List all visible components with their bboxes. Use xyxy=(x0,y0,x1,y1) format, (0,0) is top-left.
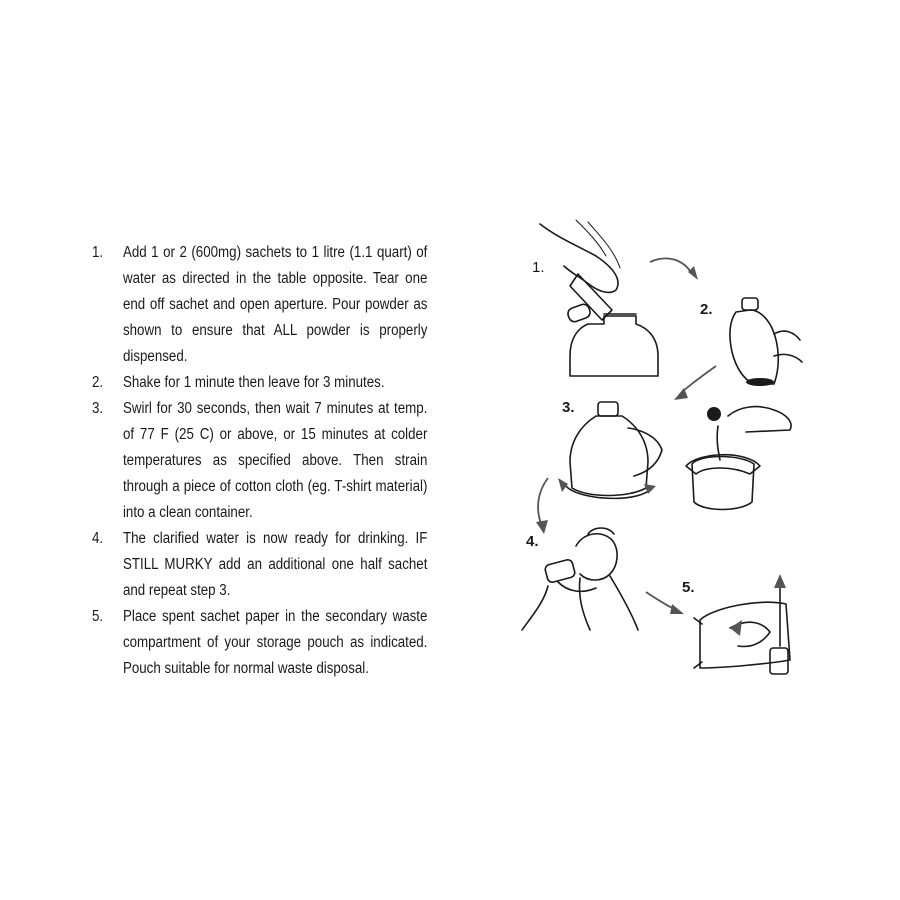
bottle-icon xyxy=(728,407,791,432)
step-text: Add 1 or 2 (600mg) sachets to 1 litre (1.1 quart) of water as directed in the table opposite. Tear one end off sachet and open aperture. Pour powder as shown to ensure that ALL powder is properly dispensed. xyxy=(122,244,428,365)
pouch-disposal-illustration xyxy=(682,574,790,674)
step-3-label: 3. xyxy=(562,399,575,416)
hand-icon xyxy=(540,224,618,292)
hand-icon xyxy=(628,428,662,476)
illustration-panel xyxy=(518,216,808,681)
step-5-label: 5. xyxy=(682,579,695,596)
instruction-step-2 xyxy=(92,370,427,396)
step-4-label: 4. xyxy=(526,533,539,550)
step-2-label: 2. xyxy=(700,301,713,318)
step-1-label: 1. xyxy=(532,259,545,276)
step-number: 1. xyxy=(92,244,104,261)
drink-illustration xyxy=(522,528,638,630)
bottle-icon xyxy=(570,416,648,496)
arrow-icon xyxy=(646,592,684,614)
illustration-svg xyxy=(518,216,808,681)
pouch-icon xyxy=(700,602,790,668)
sachet-icon xyxy=(570,274,612,320)
step-text: Swirl for 30 seconds, then wait 7 minutes at temp. of 77 F (25 C) or above, or 15 minutes at colder temperatures as specified above. Then strain through a piece of cotton cloth (eg. T-shirt material) into a clean container. xyxy=(122,400,428,521)
head-icon xyxy=(576,534,617,580)
instruction-list xyxy=(92,240,427,682)
arrow-icon xyxy=(536,478,548,534)
arrow-icon xyxy=(674,366,716,400)
strain-cloth-illustration xyxy=(686,407,791,510)
pour-sachet-illustration xyxy=(532,220,658,376)
instruction-step-3 xyxy=(92,396,427,526)
step-number: 4. xyxy=(92,530,104,547)
shake-bottle-illustration xyxy=(700,298,802,386)
bottle-icon xyxy=(544,559,576,584)
bottle-icon xyxy=(570,316,658,376)
instruction-step-4 xyxy=(92,526,427,604)
step-number: 3. xyxy=(92,400,104,417)
container-icon xyxy=(692,457,754,510)
step-text: Place spent sachet paper in the secondary waste compartment of your storage pouch as indicated. Pouch suitable for normal waste disposal. xyxy=(122,608,428,677)
step-number: 2. xyxy=(92,374,104,391)
step-text: Shake for 1 minute then leave for 3 minutes. xyxy=(122,374,385,391)
instruction-step-1 xyxy=(92,240,427,370)
instruction-step-5 xyxy=(92,604,427,682)
step-number: 5. xyxy=(92,608,104,625)
bottle-icon xyxy=(730,310,778,384)
arrow-icon xyxy=(650,258,698,280)
cloth-icon xyxy=(686,455,760,474)
swirl-bottle-illustration xyxy=(558,399,662,498)
step-text: The clarified water is now ready for drinking. IF STILL MURKY add an additional one half sachet and repeat step 3. xyxy=(122,530,428,599)
